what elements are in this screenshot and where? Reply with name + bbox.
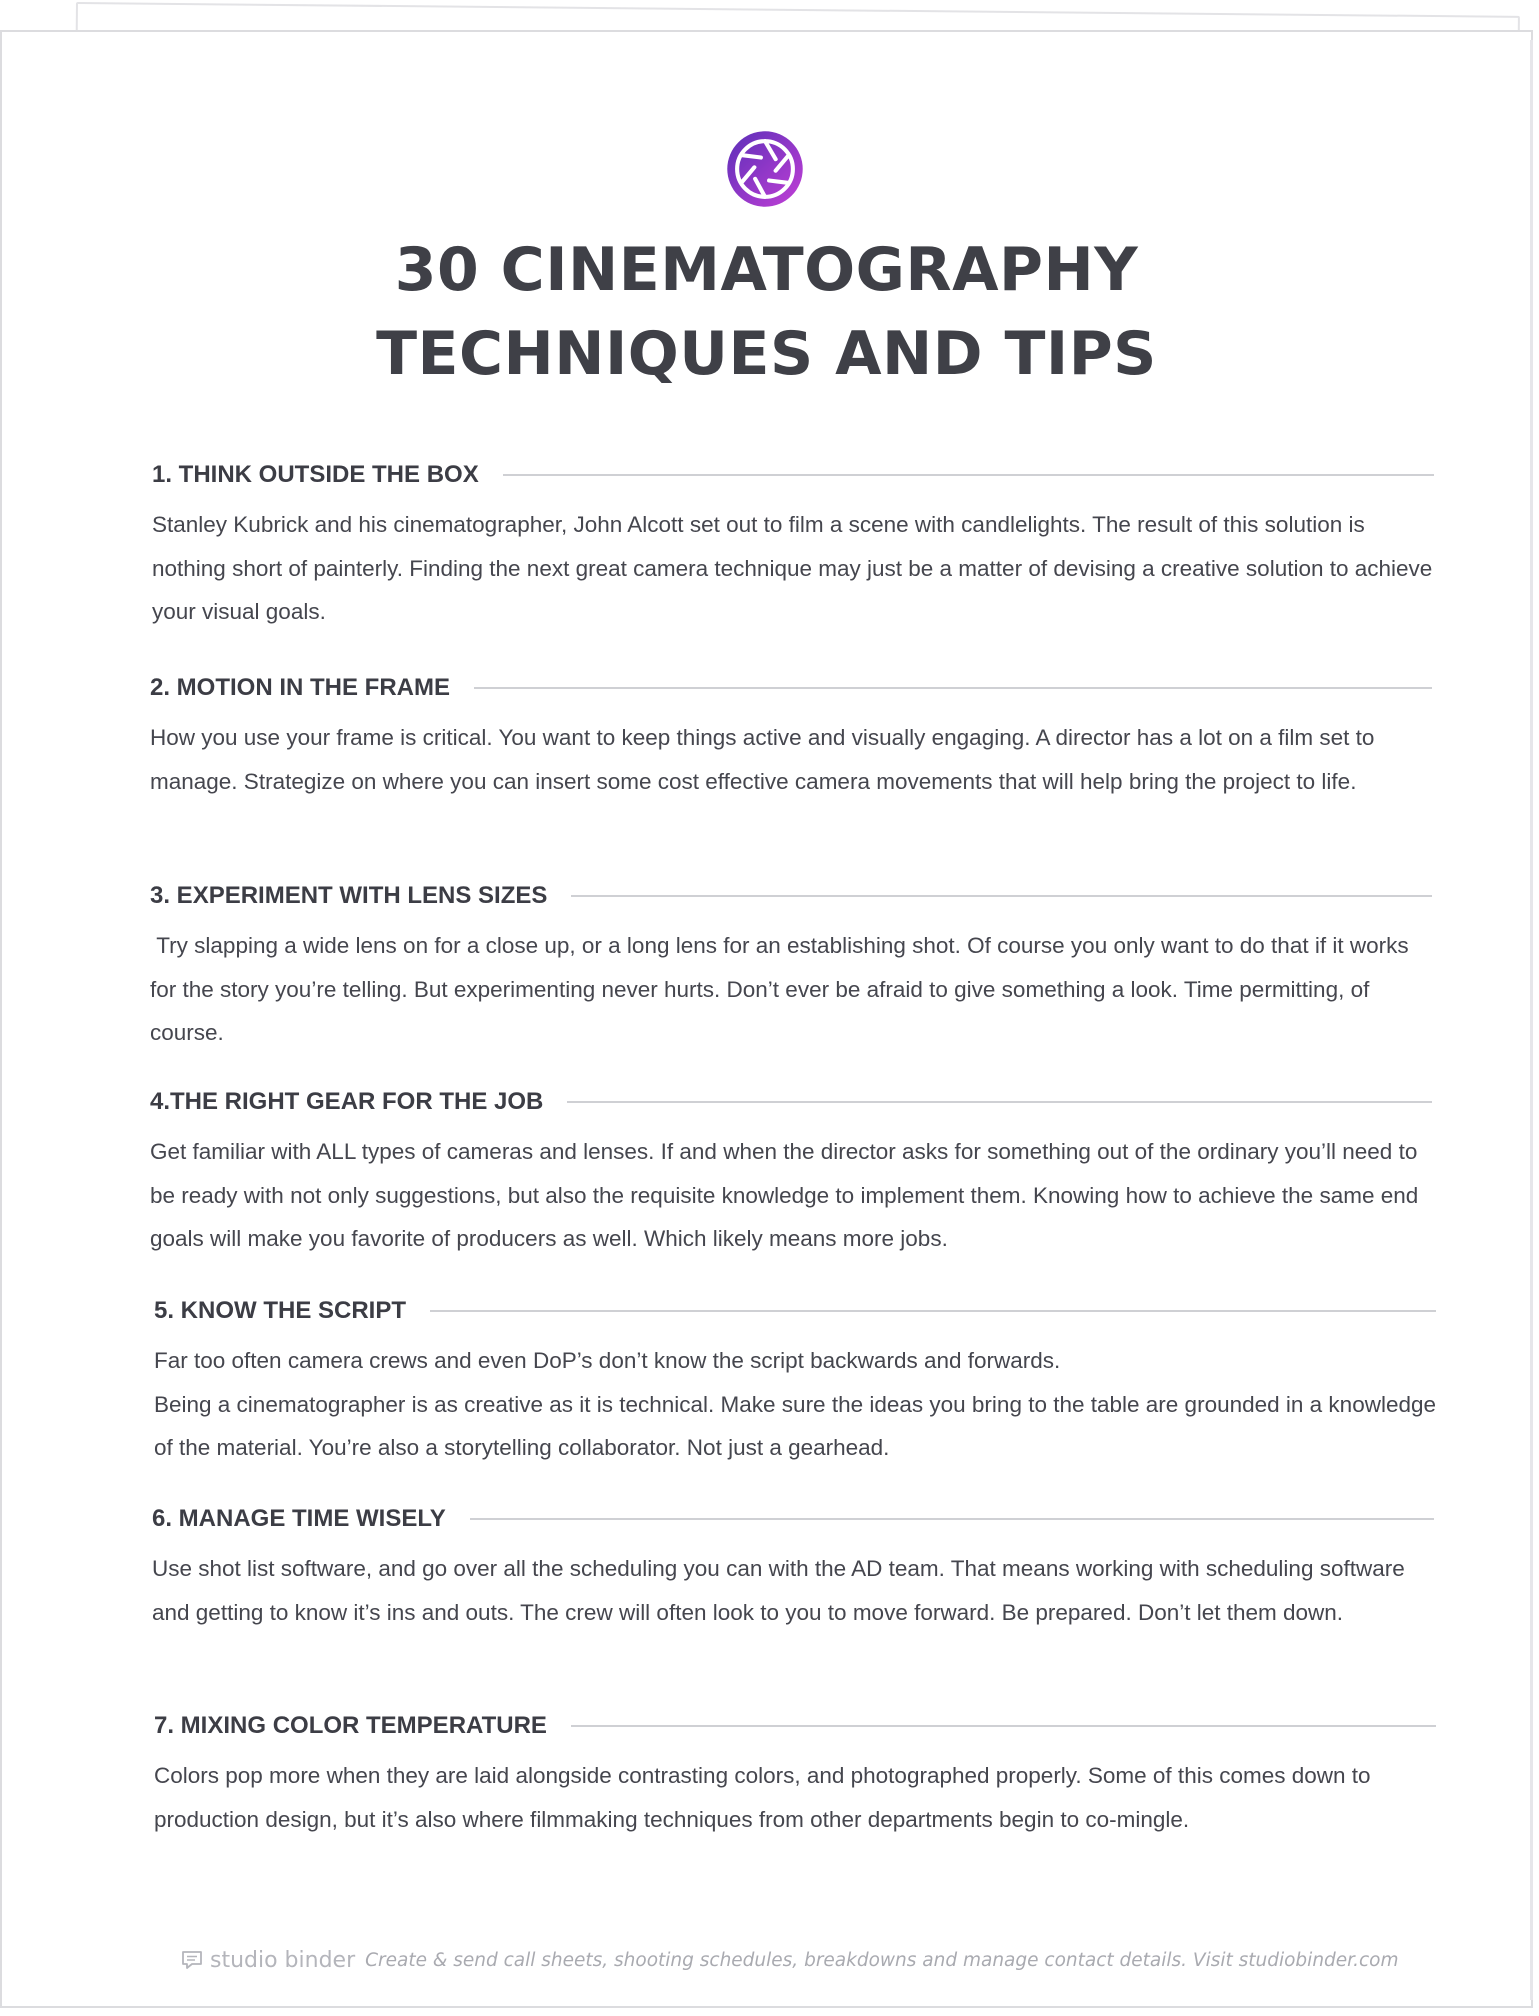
section-header [154,1706,1436,1746]
section-paragraph: How you use your frame is critical. You want to keep things active and visually engaging. A director has a lot on a film set to manage. Strategize on where you can insert some cost effective camera movements that will help bring the project to life. [150,725,1375,794]
section-body [154,1339,1436,1470]
camera-aperture-icon [724,128,806,210]
section-header [150,876,1432,916]
chat-bubble-icon [180,1948,204,1972]
section-paragraph: Use shot list software, and go over all the scheduling you can with the AD team. That means working with scheduling software and getting to know it’s ins and outs. The crew will often look to you to move forward. Be prepared. Don’t let them down. [152,1556,1405,1625]
page-title-line-2: TECHNIQUES AND TIPS [376,319,1157,389]
section-divider [567,1101,1432,1103]
section-heading: 7. MIXING COLOR TEMPERATURE [154,1712,547,1739]
section-heading: 1. THINK OUTSIDE THE BOX [152,461,479,488]
section-body [150,716,1432,803]
section-header [150,1082,1432,1122]
section-paragraph: Try slapping a wide lens on for a close up, or a long lens for an establishing shot. Of course you only want to do that if it works for the story you’re telling. But experimenting never hurts. Don’t ever be afraid to give something a look. Time permitting, of course. [150,933,1415,1045]
section-header [150,668,1432,708]
section-think-outside-the-box [152,455,1434,634]
section-body [154,1754,1436,1841]
section-motion-in-the-frame [150,668,1432,803]
section-know-the-script [154,1291,1436,1470]
section-body [150,1130,1432,1261]
section-manage-time-wisely [152,1499,1434,1634]
page-title [0,228,1533,396]
section-header [154,1291,1436,1331]
section-paragraph: Being a cinematographer is as creative as it is technical. Make sure the ideas you bring to the table are grounded in a knowledge of the material. You’re also a storytelling collaborator. Not just a gearhead. [154,1391,1437,1460]
section-heading: 6. MANAGE TIME WISELY [152,1505,446,1532]
section-divider [470,1518,1434,1520]
section-paragraph: Stanley Kubrick and his cinematographer, John Alcott set out to film a scene with candlelights. The result of this solution is nothing short of painterly. Finding the next great camera technique may just be a matter of devising a creative solution to achieve your visual goals. [152,512,1433,624]
section-header [152,455,1434,495]
section-divider [503,474,1434,476]
section-divider [430,1310,1436,1312]
footer [180,1944,1398,1976]
section-divider [571,1725,1436,1727]
section-paragraph: Get familiar with ALL types of cameras and lenses. If and when the director asks for something out of the ordinary you’ll need to be ready with not only suggestions, but also the requisite knowledge to implement them. Knowing how to achieve the same end goals will make you favorite of producers as well. Which likely means more jobs. [150,1139,1419,1251]
section-the-right-gear-for-the-job [150,1082,1432,1261]
footer-tagline: Create & send call sheets, shooting schedules, breakdowns and manage contact details. Visit studiobinder.com [365,1949,1399,1971]
section-heading: 2. MOTION IN THE FRAME [150,674,450,701]
section-heading: 5. KNOW THE SCRIPT [154,1297,407,1324]
section-experiment-with-lens-sizes [150,876,1432,1055]
footer-brand: studio binder [210,1947,356,1973]
section-mixing-color-temperature [154,1706,1436,1841]
section-body [150,924,1432,1055]
section-divider [474,687,1432,689]
section-heading: 3. EXPERIMENT WITH LENS SIZES [150,882,548,909]
section-body [152,1547,1434,1634]
page-title-line-1: 30 CINEMATOGRAPHY [394,235,1139,305]
section-paragraph: Colors pop more when they are laid alongside contrasting colors, and photographed properly. Some of this comes down to production design, but it’s also where filmmaking techniques from other departments begin to co-mingle. [154,1763,1371,1832]
section-divider [571,895,1432,897]
section-body [152,503,1434,634]
section-paragraph: Far too often camera crews and even DoP’s don’t know the script backwards and forwards. [154,1348,1061,1373]
section-header [152,1499,1434,1539]
section-heading: 4.THE RIGHT GEAR FOR THE JOB [150,1088,544,1115]
